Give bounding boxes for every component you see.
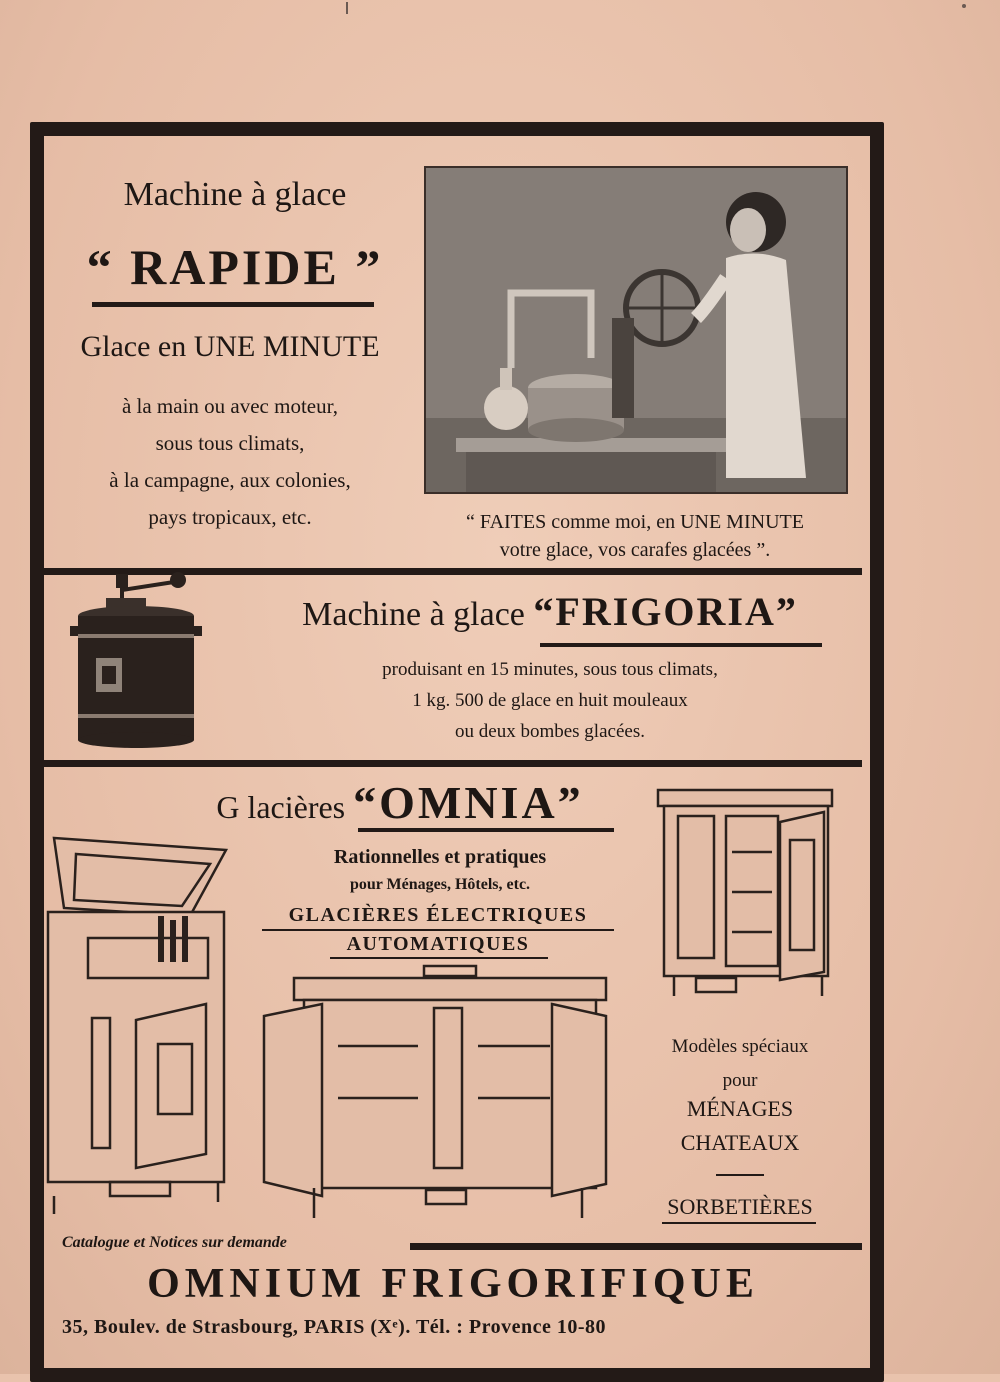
- electric-line1: GLACIÈRES ÉLECTRIQUES: [288, 904, 588, 926]
- omnia-underline: [358, 828, 614, 832]
- caption-line: “ FAITES comme moi, en UNE MINUTE: [466, 511, 804, 533]
- side-menages: MÉNAGES: [686, 1096, 794, 1121]
- company-name: OMNIUM FRIGORIFIQUE: [147, 1261, 759, 1307]
- rapide-line: pays tropicaux, etc.: [148, 505, 312, 529]
- electric-underline: [262, 929, 614, 931]
- pencil-mark: [346, 2, 348, 14]
- rapide-brand: “ RAPIDE ”: [86, 239, 384, 295]
- divider: [44, 760, 862, 767]
- rapide-tagline: Glace en UNE MINUTE: [80, 330, 380, 363]
- rapide-description: [40, 388, 420, 536]
- tall-icebox-illustration: [40, 828, 236, 1224]
- frigoria-line: 1 kg. 500 de glace en huit mouleaux: [412, 690, 688, 711]
- frigoria-line: produisant en 15 minutes, sous tous climats,: [382, 659, 718, 680]
- rapide-underline: [92, 302, 374, 307]
- rapide-title: Machine à glace: [123, 176, 347, 213]
- side-divider: [716, 1174, 764, 1176]
- side-chateaux: CHATEAUX: [680, 1130, 800, 1155]
- side-models: Modèles spéciaux: [671, 1036, 809, 1057]
- company-address: 35, Boulev. de Strasbourg, PARIS (Xᵉ). Tél. : Provence 10-80: [62, 1316, 607, 1338]
- divider: [410, 1243, 862, 1250]
- frigoria-description: [240, 654, 860, 747]
- frigoria-title: [240, 588, 860, 635]
- omnia-subtitle: Rationnelles et pratiques: [333, 846, 547, 868]
- side-underline: [662, 1222, 816, 1224]
- omnia-title: [150, 776, 650, 829]
- caption-line: votre glace, vos carafes glacées ”.: [499, 539, 771, 561]
- side-sorbetieres: SORBETIÈRES: [667, 1194, 813, 1219]
- rapide-line: à la main ou avec moteur,: [121, 394, 339, 418]
- frigoria-line: ou deux bombes glacées.: [455, 721, 645, 742]
- frigoria-title-prefix: Machine à glace: [302, 596, 534, 633]
- frigoria-bucket-illustration: [66, 568, 206, 752]
- omnia-subtitle2: pour Ménages, Hôtels, etc.: [349, 876, 531, 893]
- frigoria-brand: “FRIGORIA”: [533, 589, 798, 634]
- side-pour: pour: [722, 1070, 758, 1091]
- omnia-brand: “OMNIA”: [353, 777, 584, 828]
- pencil-mark: [962, 4, 966, 8]
- photo-caption: [420, 508, 850, 564]
- rapide-line: sous tous climats,: [155, 431, 305, 455]
- catalogue-note: Catalogue et Notices sur demande: [62, 1234, 287, 1251]
- omnia-title-prefix: G lacières: [216, 789, 354, 825]
- wide-icebox-illustration: [254, 964, 634, 1230]
- electric-underline: [330, 957, 548, 959]
- frigoria-underline: [540, 643, 822, 647]
- woman-ice-machine-photo: [424, 166, 848, 494]
- small-icebox-illustration: [652, 782, 842, 1004]
- electric-line2: AUTOMATIQUES: [346, 933, 530, 955]
- rapide-line: à la campagne, aux colonies,: [109, 468, 351, 492]
